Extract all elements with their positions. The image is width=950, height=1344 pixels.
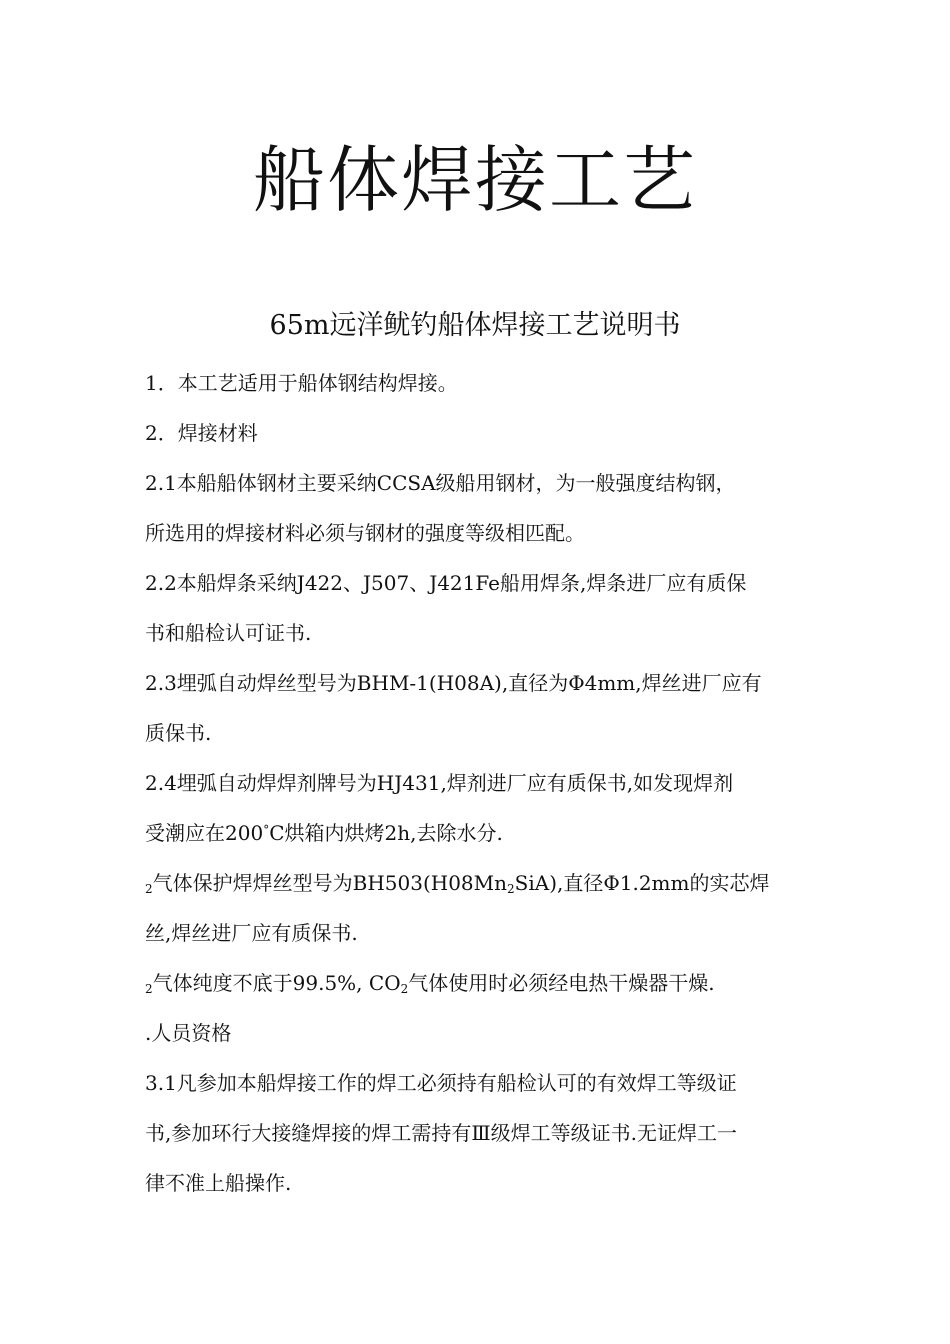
- paragraph-line: 2．焊接材料: [145, 421, 258, 445]
- line-text: 气体使用时必须经电热干燥器干燥.: [408, 971, 715, 995]
- subscript: 2: [400, 982, 409, 996]
- paragraph-line: 律不准上船操作.: [145, 1171, 292, 1195]
- paragraph-line: 书和船检认可证书.: [145, 621, 312, 645]
- paragraph-line: 2.1本船船体钢材主要采纳CCSA级船用钢材，为一般强度结构钢，: [145, 471, 736, 495]
- line-text: 受潮应在200: [145, 821, 264, 845]
- document-title: 船体焊接工艺: [252, 138, 697, 222]
- paragraph-line: 2.3埋弧自动焊丝型号为BHM-1(H08A),直径为Φ4mm,焊丝进厂应有: [145, 671, 762, 695]
- paragraph-line: .人员资格: [145, 1021, 232, 1045]
- paragraph-line: 丝,焊丝进厂应有质保书.: [145, 921, 358, 945]
- document-subtitle: 65m远洋鱿钓船体焊接工艺说明书: [269, 310, 681, 341]
- paragraph-line: [145, 808, 810, 858]
- degree-sign: °: [263, 823, 270, 837]
- line-text: 气体纯度不底于99.5%, CO: [152, 971, 401, 995]
- line-text: 气体保护焊焊丝型号为BH503(H08Mn: [152, 871, 508, 895]
- paragraph-line: 2.4埋弧自动焊焊剂牌号为HJ431,焊剂进厂应有质保书,如发现焊剂: [145, 771, 734, 795]
- subscript: 2: [507, 882, 515, 896]
- paragraph-line: 所选用的焊接材料必须与钢材的强度等级相匹配。: [145, 521, 585, 545]
- paragraph-line: 3.1凡参加本船焊接工作的焊工必须持有船检认可的有效焊工等级证: [145, 1071, 737, 1095]
- subscript: 2: [145, 982, 153, 996]
- paragraph-line: 书,参加环行大接缝焊接的焊工需持有Ⅲ级焊工等级证书.无证焊工一: [145, 1121, 738, 1145]
- line-text: SiA),直径Φ1.2mm的实芯焊: [514, 871, 770, 895]
- paragraph-line: 2.2本船焊条采纳J422、J507、J421Fe船用焊条,焊条进厂应有质保: [145, 571, 747, 595]
- paragraph-line: [145, 958, 810, 1008]
- subscript: 2: [145, 882, 153, 896]
- paragraph-line: 1．本工艺适用于船体钢结构焊接。: [145, 371, 458, 395]
- line-text: C烘箱内烘烤2h,去除水分.: [269, 821, 503, 845]
- document-body: [145, 358, 810, 1208]
- paragraph-line: 质保书.: [145, 721, 212, 745]
- paragraph-line: [145, 858, 810, 908]
